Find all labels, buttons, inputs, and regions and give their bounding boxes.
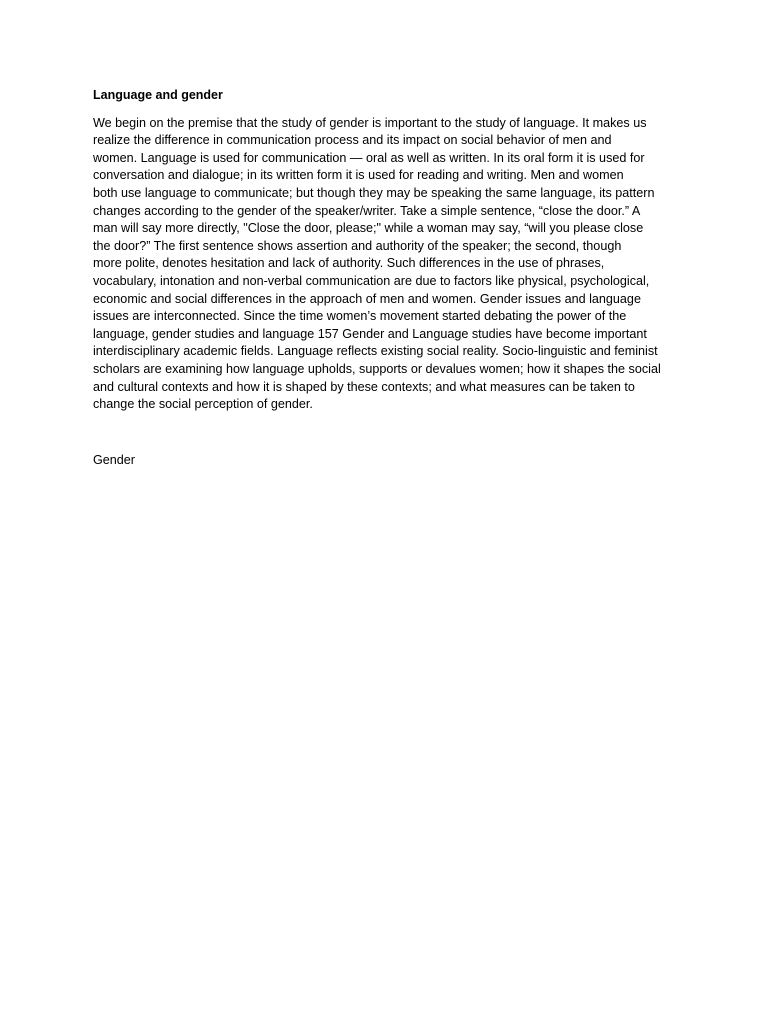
paragraph-line: both use language to communicate; but though they may be speaking the same language, its pattern [93, 185, 655, 200]
paragraph-line: more polite, denotes hesitation and lack of authority. Such differences in the use of phrases, [93, 256, 605, 271]
document-content [93, 87, 681, 469]
paragraph-line: language, gender studies and language 157 Gender and Language studies have become important [93, 326, 647, 341]
paragraph-line: economic and social differences in the approach of men and women. Gender issues and language [93, 291, 641, 306]
paragraph-line: changes according to the gender of the speaker/writer. Take a simple sentence, “close the door.” A [93, 203, 641, 218]
section-heading: Gender [93, 452, 136, 467]
paragraph-line: We begin on the premise that the study of gender is important to the study of language. It makes us [93, 115, 647, 130]
paragraph-line: vocabulary, intonation and non-verbal communication are due to factors like physical, psychological, [93, 273, 650, 288]
paragraph-line: change the social perception of gender. [93, 397, 313, 412]
paragraph-line: and cultural contexts and how it is shaped by these contexts; and what measures can be taken to [93, 379, 635, 394]
paragraph-line: man will say more directly, "Close the door, please;" while a woman may say, “will you please close [93, 221, 644, 236]
paragraph-line: realize the difference in communication process and its impact on social behavior of men and [93, 133, 612, 148]
paragraph-line: conversation and dialogue; in its written form it is used for reading and writing. Men and women [93, 168, 624, 183]
paragraph-line: issues are interconnected. Since the time women’s movement started debating the power of the [93, 309, 627, 324]
document-title: Language and gender [93, 88, 223, 102]
paragraph-line: the door?” The first sentence shows assertion and authority of the speaker; the second, though [93, 238, 622, 253]
paragraph-line: scholars are examining how language upholds, supports or devalues women; how it shapes the social [93, 361, 661, 376]
paragraph-line: interdisciplinary academic fields. Language reflects existing social reality. Socio-linguistic and feminist [93, 344, 658, 359]
body-paragraph [93, 115, 681, 414]
paragraph-line: women. Language is used for communication — oral as well as written. In its oral form it is used for [93, 150, 645, 165]
